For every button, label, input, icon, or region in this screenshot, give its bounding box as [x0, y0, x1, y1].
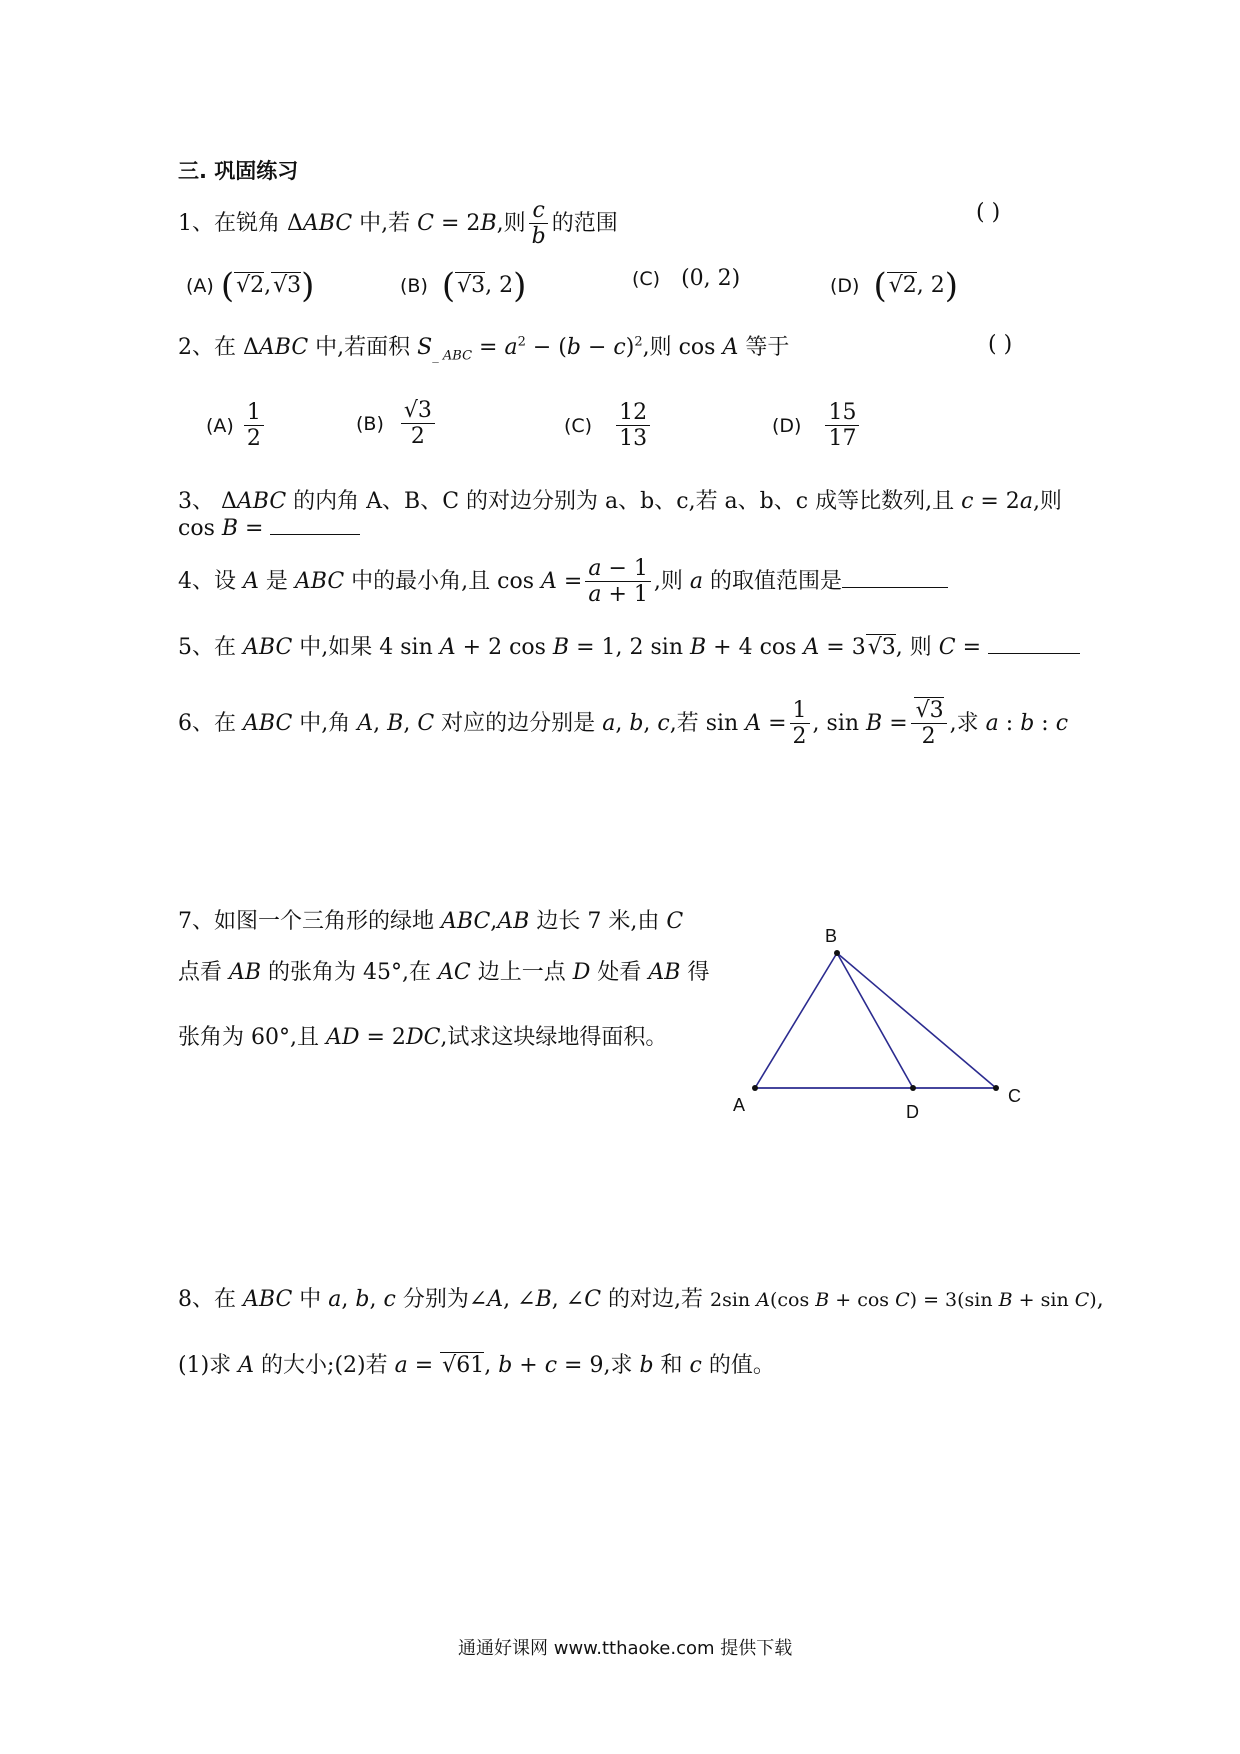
point-b — [834, 950, 840, 956]
segment-bd — [837, 953, 913, 1088]
question-2: 2、在 ΔABC 中,若面积 $S_{\_ ABC} = a^2 - (b - c)^2$,则 cos A 等于 — [178, 334, 790, 364]
question-1-option-b: (B) (√3, 2) — [400, 266, 527, 306]
question-5: 5、在 ABC 中,如果 4 sin A + 2 cos B = 1, 2 sin B + 4 cos A = 3√3, 则 C = — [178, 630, 1080, 661]
question-7-line-2: 点看 AB 的张角为 45°,在 AC 边上一点 D 处看 AB 得 — [178, 960, 710, 985]
question-2-option-d: (D) $\frac{15}{17}$ — [772, 400, 862, 452]
question-1-answer-paren: ( ) — [976, 200, 1001, 225]
label-a: A — [733, 1095, 746, 1115]
question-3-continued: cos B = — [178, 516, 360, 541]
point-c — [993, 1085, 999, 1091]
question-2-option-c: (C) $\frac{12}{13}$ — [564, 400, 653, 452]
point-a — [752, 1085, 758, 1091]
label-c: C — [1008, 1086, 1021, 1106]
question-6: 6、在 ABC 中,角 A, B, C 对应的边分别是 a, b, c,若 sin A = $\frac{1}{2}$ , sin B = $\frac{√3}{2}$ ,求 a : b : c — [178, 698, 1069, 750]
question-3: 3、 ΔABC 的内角 A、B、C 的对边分别为 a、b、c,若 a、b、c 成等比数列,且 c = 2a,则 — [178, 489, 1062, 514]
question-8-line-2: (1)求 A 的大小;(2)若 a = √61, b + c = 9,求 b 和 c 的值。 — [178, 1353, 775, 1378]
triangle-figure — [720, 925, 1040, 1125]
side-ab — [755, 953, 837, 1088]
section-title: 三. 巩固练习 — [178, 159, 299, 183]
question-1-option-d: (D) (√2, 2) — [830, 266, 958, 306]
label-b: B — [825, 926, 838, 946]
question-2-option-b: (B) $\frac{√3}{2}$ — [356, 398, 438, 450]
question-1: 1、在锐角 ΔABC 中,若 C = 2B,则 $\frac{c}{b}$ 的范围 — [178, 198, 618, 250]
question-7-line-1: 7、如图一个三角形的绿地 ABC,AB 边长 7 米,由 C — [178, 909, 684, 934]
side-bc — [837, 953, 996, 1088]
question-4: 4、设 A 是 ABC 中的最小角,且 cos A = $\frac{a - 1}{a + 1}$ ,则 a 的取值范围是 — [178, 556, 948, 608]
point-d — [910, 1085, 916, 1091]
question-8-line-1: 8、在 ABC 中 a, b, c 分别为∠A, ∠B, ∠C 的对边,若 2sin A(cos B + cos C) = 3(sin B + sin C), — [178, 1287, 1104, 1312]
question-7-line-3: 张角为 60°,且 AD = 2DC,试求这块绿地得面积。 — [178, 1025, 668, 1050]
question-1-option-a: (A) (√2,√3) — [186, 266, 315, 306]
question-2-option-a: (A) $\frac{1}{2}$ — [206, 400, 267, 452]
question-1-option-c: (C) (0, 2) — [632, 266, 741, 291]
footer-text: 通通好课网 www.tthaoke.com 提供下载 — [458, 1638, 793, 1659]
question-2-answer-paren: ( ) — [988, 332, 1013, 357]
label-d: D — [906, 1102, 919, 1122]
